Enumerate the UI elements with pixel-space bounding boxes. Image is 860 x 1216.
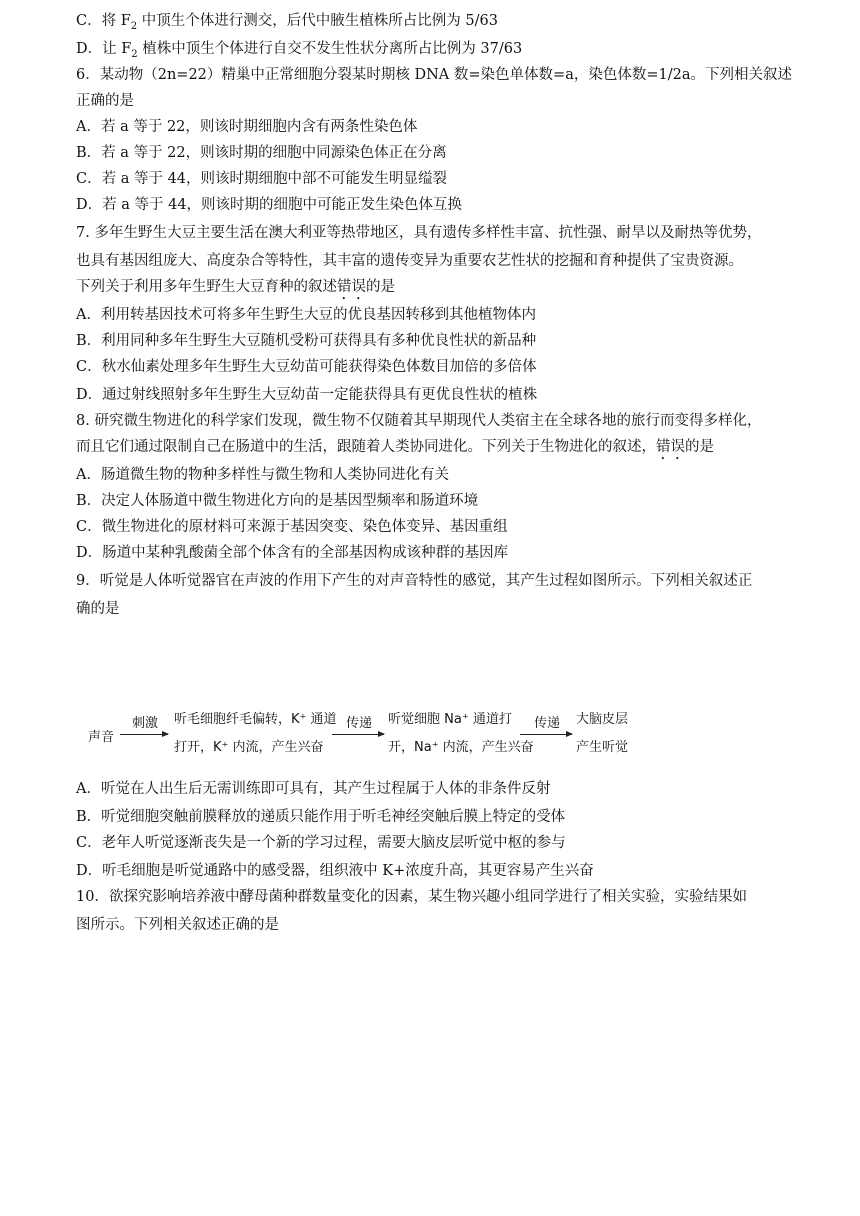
flow-node-auditory-cell-bottom: 开，Na⁺ 内流，产生兴奋 xyxy=(388,740,534,755)
flow-arrow-label-transmit-2: 传递 xyxy=(534,716,561,731)
q8-option-c: C．微生物进化的原材料可来源于基因突变、染色体变异、基因重组 xyxy=(76,519,508,535)
flow-arrow-label-stimulus: 刺激 xyxy=(132,716,159,731)
q9-option-b: B．听觉细胞突触前膜释放的递质只能作用于听毛神经突触后膜上特定的受体 xyxy=(76,809,566,825)
q8-option-b: B．决定人体肠道中微生物进化方向的是基因型频率和肠道环境 xyxy=(76,493,479,509)
q8-stem-line1: 8. 研究微生物进化的科学家们发现，微生物不仅随着其早期现代人类宿主在全球各地的旅行而变得多样化， xyxy=(76,413,762,429)
q9-stem-line1: 9．听觉是人体听觉器官在声波的作用下产生的对声音特性的感觉，其产生过程如图所示。下列相关叙述正 xyxy=(76,573,753,589)
q9-option-d: D．听毛细胞是听觉通路中的感受器，组织液中 K+浓度升高，其更容易产生兴奋 xyxy=(76,863,594,879)
flow-node-hair-cell-bottom: 打开，K⁺ 内流，产生兴奋 xyxy=(174,740,324,755)
q7-option-d: D．通过射线照射多年生野生大豆幼苗一定能获得具有更优良性状的植株 xyxy=(76,387,538,403)
emphasis-wrong: 错误 xyxy=(337,279,366,295)
flow-arrow-3 xyxy=(520,734,572,735)
q6-option-d: D．若 a 等于 44，则该时期的细胞中可能正发生染色体互换 xyxy=(76,197,463,213)
flow-node-cortex-bottom: 产生听觉 xyxy=(576,740,629,755)
q5-option-c: C．将 $F_2$ 中顶生个体进行测交，后代中腋生植株所占比例为 5/63 xyxy=(76,13,498,32)
q9-option-c: C．老年人听觉逐渐丧失是一个新的学习过程，需要大脑皮层听觉中枢的参与 xyxy=(76,835,566,851)
hearing-flow-diagram xyxy=(88,706,648,762)
q7-stem-line1: 7. 多年生野生大豆主要生活在澳大利亚等热带地区，具有遗传多样性丰富、抗性强、耐旱以及耐热等优势， xyxy=(76,225,762,241)
flow-node-auditory-cell-top: 听觉细胞 Na⁺ 通道打 xyxy=(388,712,512,727)
q10-stem-line1: 10．欲探究影响培养液中酵母菌种群数量变化的因素，某生物兴趣小组同学进行了相关实验，实验结果如 xyxy=(76,889,747,905)
q6-stem-line1: 6．某动物（2n=22）精巢中正常细胞分裂某时期核 DNA 数=染色单体数=a，染色体数=1/2a。下列相关叙述 xyxy=(76,67,792,83)
flow-arrow-1 xyxy=(120,734,168,735)
q8-option-d: D．肠道中某种乳酸菌全部个体含有的全部基因构成该种群的基因库 xyxy=(76,545,509,561)
flow-node-sound: 声音 xyxy=(88,730,115,745)
q10-stem-line2: 图所示。下列相关叙述正确的是 xyxy=(76,917,279,933)
q6-option-b: B．若 a 等于 22，则该时期的细胞中同源染色体正在分离 xyxy=(76,145,447,161)
q7-stem-line2: 也具有基因组庞大、高度杂合等特性，其丰富的遗传变异为重要农艺性状的挖掘和育种提供了宝贵资源。 xyxy=(76,253,743,269)
q8-stem-line2: 而且它们通过限制自己在肠道中的生活，跟随着人类协同进化。下列关于生物进化的叙述，错误的是 xyxy=(76,439,714,455)
flow-node-hair-cell-top: 听毛细胞纤毛偏转，K⁺ 通道 xyxy=(174,712,337,727)
q6-option-a: A．若 a 等于 22，则该时期细胞内含有两条性染色体 xyxy=(76,119,418,135)
q9-option-a: A．听觉在人出生后无需训练即可具有，其产生过程属于人体的非条件反射 xyxy=(76,781,551,797)
q5-option-d: D．让 $F_2$ 植株中顶生个体进行自交不发生性状分离所占比例为 37/63 xyxy=(76,41,523,60)
flow-arrow-2 xyxy=(332,734,384,735)
emphasis-wrong: 错误 xyxy=(656,439,685,455)
q6-stem-line2: 正确的是 xyxy=(76,93,134,109)
q7-option-c: C．秋水仙素处理多年生野生大豆幼苗可能获得染色体数目加倍的多倍体 xyxy=(76,359,537,375)
q7-option-a: A．利用转基因技术可将多年生野生大豆的优良基因转移到其他植物体内 xyxy=(76,307,536,323)
q6-option-c: C．若 a 等于 44，则该时期细胞中部不可能发生明显缢裂 xyxy=(76,171,448,187)
q9-stem-line2: 确的是 xyxy=(76,601,120,617)
q8-option-a: A．肠道微生物的物种多样性与微生物和人类协同进化有关 xyxy=(76,467,449,483)
flow-arrow-label-transmit-1: 传递 xyxy=(346,716,373,731)
q7-stem-line3: 下列关于利用多年生野生大豆育种的叙述错误的是 xyxy=(76,279,395,295)
flow-node-cortex-top: 大脑皮层 xyxy=(576,712,629,727)
q7-option-b: B．利用同种多年生野生大豆随机受粉可获得具有多种优良性状的新品种 xyxy=(76,333,537,349)
